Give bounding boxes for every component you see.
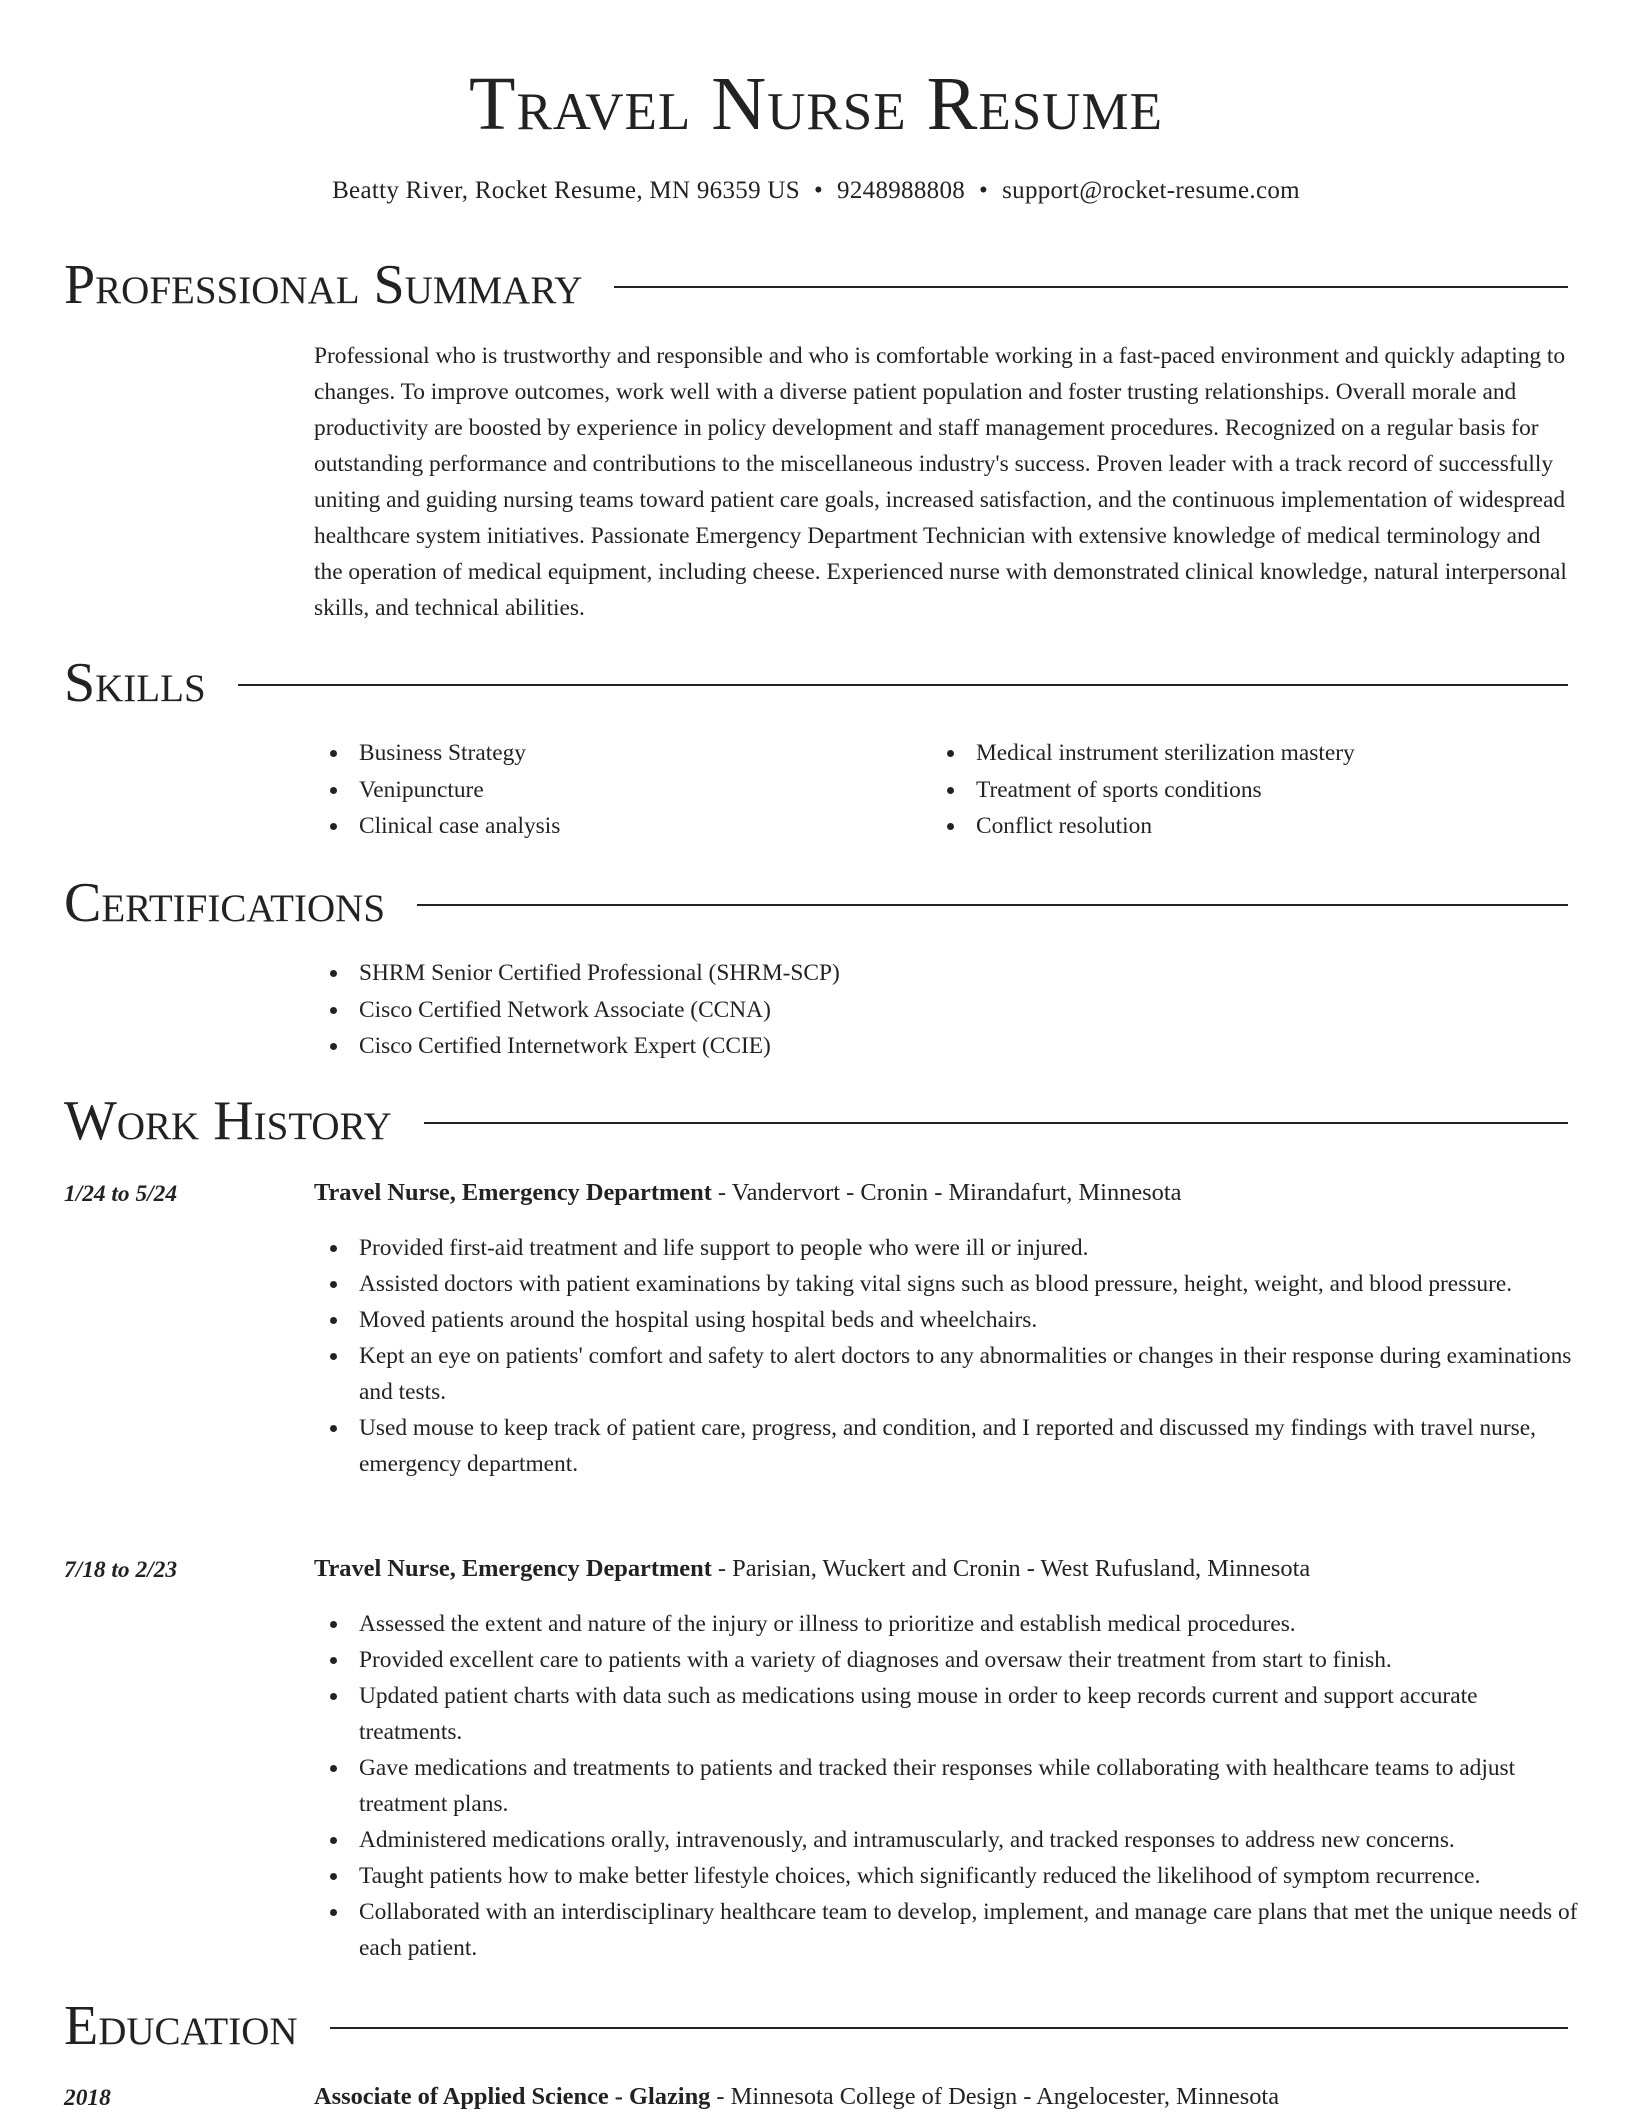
job-bullet: Gave medications and treatments to patients and tracked their responses while collaborating with healthcare teams to adjust treatment plans. (314, 1750, 1584, 1822)
job-dates: 7/18 to 2/23 (64, 1557, 178, 1583)
certifications-section-header (64, 872, 1568, 934)
job-bullets (314, 1230, 1584, 1482)
skill-item: Clinical case analysis (314, 808, 914, 845)
job-title: Travel Nurse, Emergency Department (314, 1179, 712, 1206)
skills-section-title: Skills (64, 652, 206, 714)
education-section-title: Education (64, 1995, 298, 2057)
section-divider (417, 904, 1568, 906)
contact-line (0, 174, 1632, 208)
job-bullet: Used mouse to keep track of patient care, progress, and condition, and I reported and discussed my findings with travel nurse, emergency department. (314, 1410, 1584, 1482)
certification-item: Cisco Certified Network Associate (CCNA) (314, 992, 1214, 1029)
work-section-header (64, 1090, 1568, 1152)
job-bullet: Collaborated with an interdisciplinary healthcare team to develop, implement, and manage care plans that met the unique needs of each patient. (314, 1894, 1584, 1966)
section-divider (424, 1122, 1568, 1124)
job-bullet: Provided excellent care to patients with a variety of diagnoses and oversaw their treatment from start to finish. (314, 1642, 1584, 1678)
summary-section-title: Professional Summary (64, 254, 583, 316)
job-bullets (314, 1606, 1584, 1966)
job-bullet: Assisted doctors with patient examinations by taking vital signs such as blood pressure, height, weight, and blood pressure. (314, 1266, 1584, 1302)
skills-list-right (931, 735, 1531, 845)
skills-section-header (64, 652, 1568, 714)
job-bullet: Updated patient charts with data such as medications using mouse in order to keep records current and support accurate treatments. (314, 1678, 1584, 1750)
summary-text: Professional who is trustworthy and responsible and who is comfortable working in a fast-paced environment and quickly adapting to changes. To improve outcomes, work well with a diverse patient population and foster trusting relationships. Overall morale and productivity are boosted by experience in policy development and staff management procedures. Recognized on a regular basis for outstanding performance and contributions to the miscellaneous industry's success. Proven leader with a track record of successfully uniting and guiding nursing teams toward patient care goals, increased satisfaction, and the continuous implementation of widespread healthcare system initiatives. Passionate Emergency Department Technician with extensive knowledge of medical terminology and the operation of medical equipment, including cheese. Experienced nurse with demonstrated clinical knowledge, natural interpersonal skills, and technical abilities. (314, 343, 1567, 621)
job-bullet: Moved patients around the hospital using hospital beds and wheelchairs. (314, 1302, 1584, 1338)
certification-item: SHRM Senior Certified Professional (SHRM-SCP) (314, 955, 1214, 992)
resume-title: Travel Nurse Resume (469, 62, 1163, 146)
contact-address: Beatty River, Rocket Resume, MN 96359 US (332, 177, 800, 204)
contact-phone: 9248988808 (837, 177, 966, 204)
job-bullet: Taught patients how to make better lifestyle choices, which significantly reduced the likelihood of symptom recurrence. (314, 1858, 1584, 1894)
skill-item: Treatment of sports conditions (931, 772, 1531, 809)
job-heading (314, 1175, 1584, 1211)
section-divider (238, 684, 1568, 686)
job-bullet: Assessed the extent and nature of the injury or illness to prioritize and establish medical procedures. (314, 1606, 1584, 1642)
job-employer: - Vandervort - Cronin - Mirandafurt, Minnesota (711, 1179, 1182, 1206)
contact-email: support@rocket-resume.com (1002, 177, 1300, 204)
contact-separator: • (979, 177, 989, 204)
contact-separator: • (813, 177, 824, 204)
job-title: Travel Nurse, Emergency Department (314, 1555, 712, 1582)
certifications-section-title: Certifications (64, 872, 386, 934)
certifications-list (314, 955, 1214, 1065)
skills-list-left (314, 735, 914, 845)
skill-item: Venipuncture (314, 772, 914, 809)
education-year: 2018 (64, 2085, 111, 2111)
summary-section-header (64, 254, 1568, 316)
education-heading (314, 2079, 1584, 2115)
skill-item: Conflict resolution (931, 808, 1531, 845)
education-school: - Minnesota College of Design - Angelocester, Minnesota (710, 2083, 1280, 2110)
certification-item: Cisco Certified Internetwork Expert (CCIE) (314, 1028, 1214, 1065)
job-dates: 1/24 to 5/24 (64, 1181, 178, 1207)
section-divider (614, 286, 1568, 288)
job-employer: - Parisian, Wuckert and Cronin - West Rufusland, Minnesota (711, 1555, 1311, 1582)
work-section-title: Work History (64, 1090, 392, 1152)
job-bullet: Provided first-aid treatment and life support to people who were ill or injured. (314, 1230, 1584, 1266)
section-divider (330, 2027, 1568, 2029)
job-heading (314, 1551, 1584, 1587)
skill-item: Business Strategy (314, 735, 914, 772)
education-section-header (64, 1995, 1568, 2057)
job-bullet: Administered medications orally, intravenously, and intramuscularly, and tracked responses to address new concerns. (314, 1822, 1584, 1858)
job-bullet: Kept an eye on patients' comfort and safety to alert doctors to any abnormalities or changes in their response during examinations and tests. (314, 1338, 1584, 1410)
skill-item: Medical instrument sterilization mastery (931, 735, 1531, 772)
education-degree: Associate of Applied Science - Glazing (314, 2083, 711, 2110)
